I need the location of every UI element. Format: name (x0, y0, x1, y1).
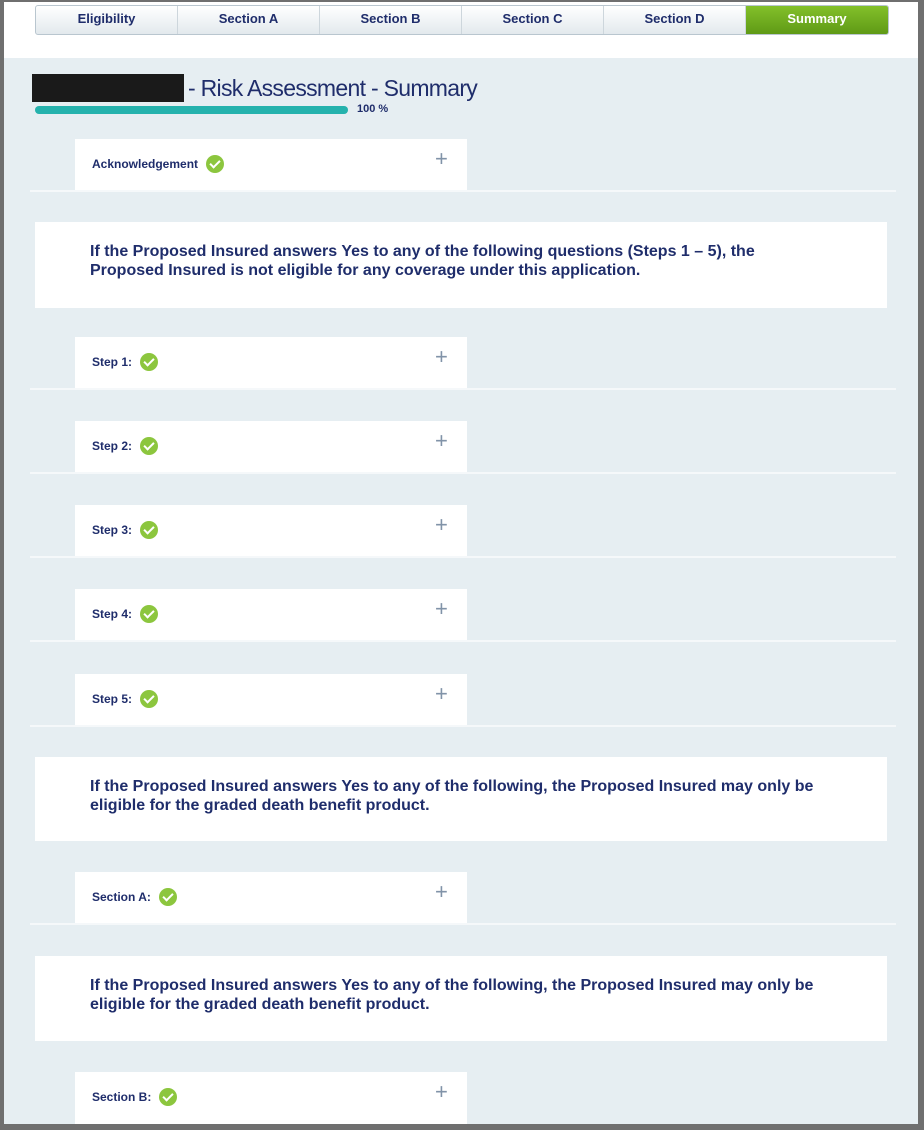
plus-icon[interactable]: + (435, 344, 448, 369)
page-header (32, 72, 477, 104)
divider (30, 472, 896, 474)
section-b-label: Section B: (92, 1090, 152, 1104)
redacted-name (32, 74, 184, 102)
top-bar (4, 2, 918, 58)
check-circle-icon (140, 690, 158, 708)
accordion-step-4[interactable] (75, 589, 467, 642)
plus-icon[interactable]: + (435, 1079, 448, 1104)
step-1-label: Step 1: (92, 355, 133, 369)
notice-ineligible: If the Proposed Insured answers Yes to any of the following questions (Steps 1 – 5), the Proposed Insured is not eligible for any coverage under this application. (35, 222, 887, 308)
accordion-acknowledgement[interactable] (75, 139, 467, 192)
accordion-step-2[interactable] (75, 421, 467, 474)
divider (30, 923, 896, 925)
step-3-label: Step 3: (92, 523, 133, 537)
divider (30, 190, 896, 192)
step-2-label: Step 2: (92, 439, 133, 453)
accordion-step-5[interactable] (75, 674, 467, 727)
notice-graded-benefit: If the Proposed Insured answers Yes to any of the following, the Proposed Insured may only be eligible for the graded death benefit product. (35, 956, 887, 1041)
check-circle-icon (140, 521, 158, 539)
notice-graded-benefit: If the Proposed Insured answers Yes to any of the following, the Proposed Insured may only be eligible for the graded death benefit product. (35, 757, 887, 841)
tab-section-a[interactable]: Section A (178, 6, 320, 34)
plus-icon[interactable]: + (435, 428, 448, 453)
accordion-step-3[interactable] (75, 505, 467, 558)
plus-icon[interactable]: + (435, 596, 448, 621)
tab-section-b[interactable]: Section B (320, 6, 462, 34)
divider (30, 640, 896, 642)
page-title: - Risk Assessment - Summary (188, 74, 478, 101)
progress-fill (35, 106, 348, 114)
check-circle-icon (159, 888, 177, 906)
app-frame (4, 2, 918, 1124)
plus-icon[interactable]: + (435, 512, 448, 537)
accordion-section-a[interactable] (75, 872, 467, 925)
tab-summary[interactable]: Summary (746, 6, 888, 34)
progress-bar (35, 106, 348, 114)
check-circle-icon (159, 1088, 177, 1106)
divider (30, 556, 896, 558)
accordion-step-1[interactable] (75, 337, 467, 390)
section-a-label: Section A: (92, 890, 151, 904)
accordion-section-b[interactable] (75, 1072, 467, 1124)
section-tabs (35, 5, 889, 35)
progress-label: 100 % (357, 103, 389, 115)
tab-eligibility[interactable]: Eligibility (36, 6, 178, 34)
tab-section-c[interactable]: Section C (462, 6, 604, 34)
check-circle-icon (140, 605, 158, 623)
divider (30, 388, 896, 390)
plus-icon[interactable]: + (435, 681, 448, 706)
tab-section-d[interactable]: Section D (604, 6, 746, 34)
step-5-label: Step 5: (92, 692, 133, 706)
plus-icon[interactable]: + (435, 879, 448, 904)
plus-icon[interactable]: + (435, 146, 448, 171)
check-circle-icon (206, 155, 224, 173)
divider (30, 725, 896, 727)
step-4-label: Step 4: (92, 607, 133, 621)
check-circle-icon (140, 353, 158, 371)
check-circle-icon (140, 437, 158, 455)
acknowledgement-label: Acknowledgement (92, 157, 199, 171)
